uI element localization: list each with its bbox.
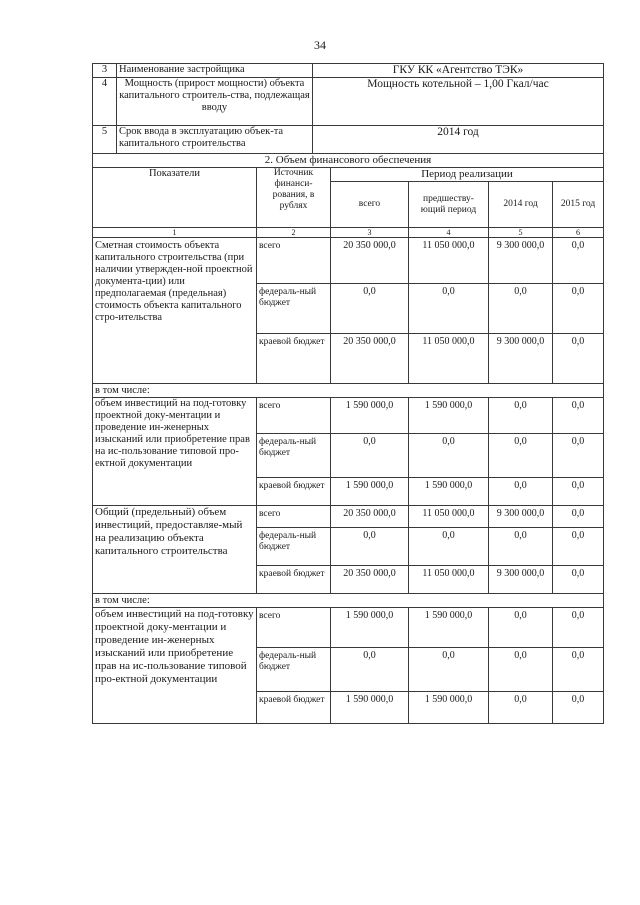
value-cell: 20 350 000,0: [331, 506, 409, 528]
value-cell: 0,0: [553, 284, 604, 334]
passport-value: 2014 год: [313, 126, 604, 154]
source-label: всего: [257, 238, 331, 284]
column-number: 2: [257, 228, 331, 238]
value-cell: 9 300 000,0: [489, 238, 553, 284]
value-cell: 0,0: [489, 284, 553, 334]
value-cell: 11 050 000,0: [409, 566, 489, 594]
column-number: 3: [331, 228, 409, 238]
header-2015: 2015 год: [553, 182, 604, 228]
source-label: краевой бюджет: [257, 478, 331, 506]
value-cell: 0,0: [331, 528, 409, 566]
financing-table: [92, 153, 604, 724]
value-cell: 0,0: [553, 238, 604, 284]
value-cell: 9 300 000,0: [489, 566, 553, 594]
value-cell: 0,0: [553, 506, 604, 528]
row-number: 5: [93, 126, 117, 154]
including-label: в том числе:: [93, 384, 604, 398]
value-cell: 0,0: [553, 608, 604, 648]
table-row: [93, 238, 604, 284]
value-cell: 0,0: [553, 398, 604, 434]
value-cell: 1 590 000,0: [409, 608, 489, 648]
header-source: Источник финанси-рования, в рублях: [257, 168, 331, 228]
value-cell: 0,0: [489, 648, 553, 692]
value-cell: 1 590 000,0: [409, 478, 489, 506]
value-cell: 0,0: [489, 528, 553, 566]
column-numbers-row: [93, 228, 604, 238]
page-number: 34: [314, 38, 326, 52]
value-cell: 0,0: [553, 434, 604, 478]
header-2014: 2014 год: [489, 182, 553, 228]
value-cell: 0,0: [553, 692, 604, 724]
indicator-label: объем инвестиций на под-готовку проектной доку-ментации и проведение ин-женерных изысканий или приобретение прав на ис-пользование типовой про-ектной документации: [93, 608, 257, 724]
value-cell: 0,0: [409, 284, 489, 334]
row-number: 3: [93, 64, 117, 78]
passport-row: [93, 126, 604, 154]
passport-label: Мощность (прирост мощности) объекта капитального строитель-ства, подлежащая вводу: [117, 78, 313, 126]
value-cell: 20 350 000,0: [331, 566, 409, 594]
source-label: краевой бюджет: [257, 566, 331, 594]
source-label: федераль-ный бюджет: [257, 434, 331, 478]
source-label: федераль-ный бюджет: [257, 648, 331, 692]
value-cell: 0,0: [489, 608, 553, 648]
column-number: 1: [93, 228, 257, 238]
value-cell: 9 300 000,0: [489, 506, 553, 528]
value-cell: 0,0: [489, 398, 553, 434]
indicator-label: объем инвестиций на под-готовку проектной доку-ментации и проведение ин-женерных изысканий или приобретение прав на ис-пользование типовой про-ектной документации: [93, 398, 257, 506]
value-cell: 20 350 000,0: [331, 334, 409, 384]
row-number: 4: [93, 78, 117, 126]
passport-value: ГКУ КК «Агентство ТЭК»: [313, 64, 604, 78]
table-row: [93, 608, 604, 648]
section-title: 2. Объем финансового обеспечения: [93, 154, 604, 168]
source-label: краевой бюджет: [257, 334, 331, 384]
passport-value: Мощность котельной – 1,00 Гкал/час: [313, 78, 604, 126]
passport-label: Срок ввода в эксплуатацию объек-та капитального строительства: [117, 126, 313, 154]
value-cell: 0,0: [553, 528, 604, 566]
source-label: федераль-ный бюджет: [257, 284, 331, 334]
value-cell: 0,0: [553, 648, 604, 692]
value-cell: 11 050 000,0: [409, 334, 489, 384]
value-cell: 1 590 000,0: [409, 398, 489, 434]
value-cell: 0,0: [409, 434, 489, 478]
value-cell: 11 050 000,0: [409, 238, 489, 284]
column-number: 4: [409, 228, 489, 238]
value-cell: 0,0: [409, 648, 489, 692]
indicator-label: Общий (предельный) объем инвестиций, предоставляе-мый на реализацию объекта капитального строительства: [93, 506, 257, 594]
column-number: 6: [553, 228, 604, 238]
table-row: [93, 506, 604, 528]
value-cell: 1 590 000,0: [331, 478, 409, 506]
value-cell: 20 350 000,0: [331, 238, 409, 284]
source-label: всего: [257, 398, 331, 434]
value-cell: 0,0: [553, 478, 604, 506]
passport-row: [93, 78, 604, 126]
value-cell: 0,0: [331, 284, 409, 334]
value-cell: 0,0: [331, 648, 409, 692]
table-row: [93, 398, 604, 434]
value-cell: 1 590 000,0: [331, 398, 409, 434]
value-cell: 0,0: [489, 692, 553, 724]
value-cell: 0,0: [553, 334, 604, 384]
value-cell: 0,0: [489, 434, 553, 478]
passport-row: [93, 64, 604, 78]
source-label: краевой бюджет: [257, 692, 331, 724]
value-cell: 0,0: [553, 566, 604, 594]
value-cell: 9 300 000,0: [489, 334, 553, 384]
header-total: всего: [331, 182, 409, 228]
header-period: Период реализации: [331, 168, 604, 182]
value-cell: 1 590 000,0: [331, 692, 409, 724]
source-label: всего: [257, 608, 331, 648]
value-cell: 1 590 000,0: [409, 692, 489, 724]
including-label: в том числе:: [93, 594, 604, 608]
column-number: 5: [489, 228, 553, 238]
header-indicators: Показатели: [93, 168, 257, 228]
value-cell: 11 050 000,0: [409, 506, 489, 528]
value-cell: 0,0: [331, 434, 409, 478]
passport-table: [92, 63, 604, 154]
value-cell: 0,0: [409, 528, 489, 566]
passport-label: Наименование застройщика: [117, 64, 313, 78]
indicator-label: Сметная стоимость объекта капитального строительства (при наличии утвержден-ной проектной документа-ции) или предполагаемая (предельная) стоимость объекта капитального стро-ительства: [93, 238, 257, 384]
value-cell: 1 590 000,0: [331, 608, 409, 648]
value-cell: 0,0: [489, 478, 553, 506]
source-label: федераль-ный бюджет: [257, 528, 331, 566]
header-previous-period: предшеству-ющий период: [409, 182, 489, 228]
source-label: всего: [257, 506, 331, 528]
